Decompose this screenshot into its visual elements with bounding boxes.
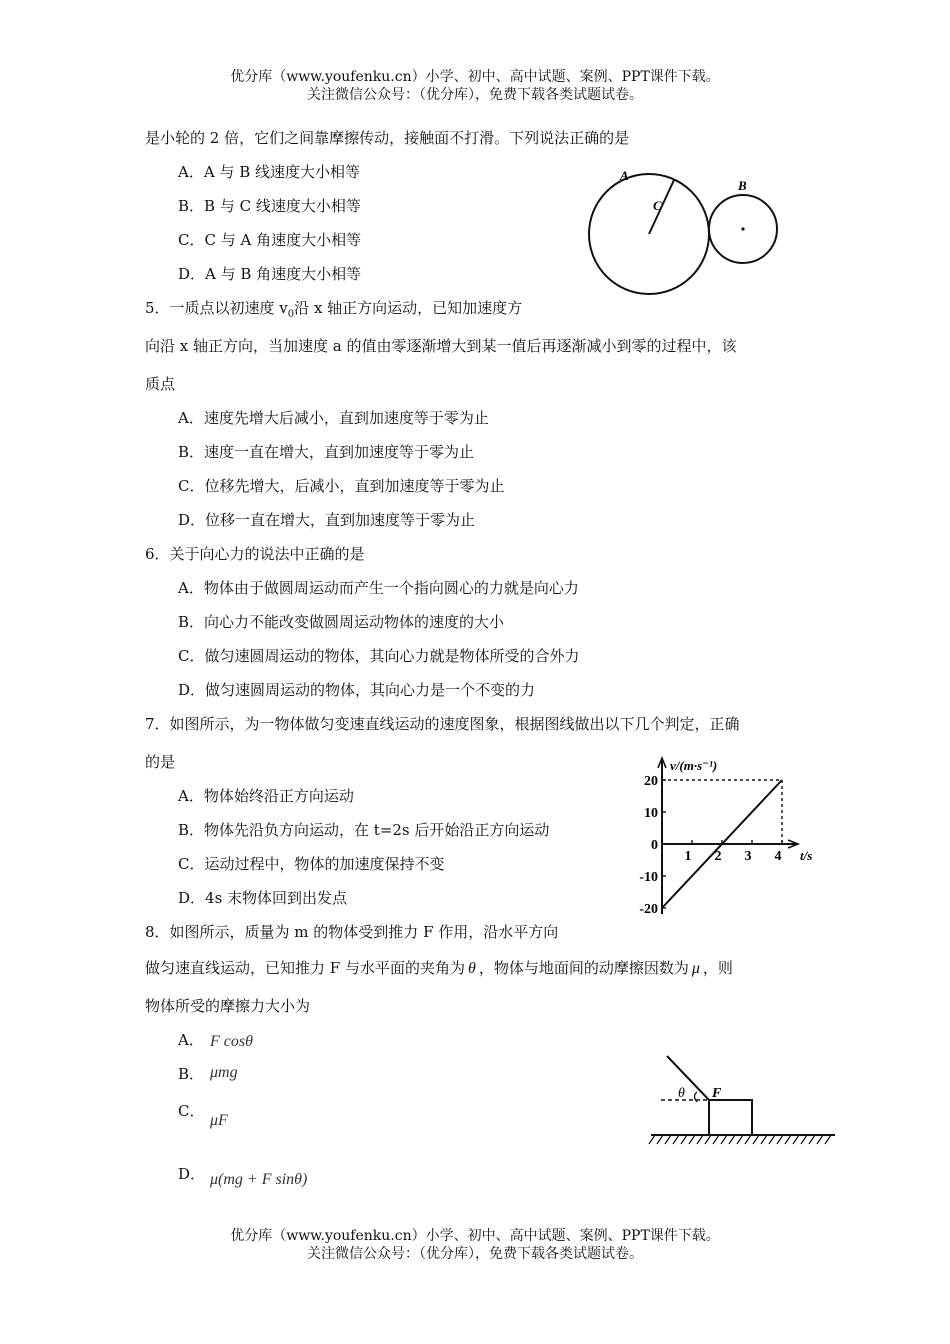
block xyxy=(709,1100,752,1135)
q8-stem-line-3: 物体所受的摩擦力大小为 xyxy=(145,997,311,1015)
force-label: F xyxy=(712,1086,722,1101)
footer-line-1: 优分库（www.youfenku.cn）小学、初中、高中试题、案例、PPT课件下载。 xyxy=(230,1228,720,1244)
x-tick-label: 3 xyxy=(744,849,752,864)
q4-option-d: D．A 与 B 角速度大小相等 xyxy=(178,265,362,283)
theta-symbol: θ xyxy=(467,960,476,977)
y-tick-label: -20 xyxy=(639,902,658,917)
x-tick-label: 1 xyxy=(684,849,692,864)
label-c: C xyxy=(653,198,662,213)
label-b: B xyxy=(738,178,747,193)
q7-option-b: B．物体先沿负方向运动，在 t=2s 后开始沿正方向运动 xyxy=(178,821,550,839)
q5-option-b: B．速度一直在增大，直到加速度等于零为止 xyxy=(178,443,475,461)
q5-stem-line-2: 向沿 x 轴正方向，当加速度 a 的值由零逐渐增大到某一值后再逐渐减小到零的过程中，该 xyxy=(145,337,737,355)
q8-stem-part-c: ，则 xyxy=(702,959,733,977)
q5-stem-pre: 5．一质点以初速度 v xyxy=(145,299,288,317)
mu-symbol: μ xyxy=(691,960,700,977)
q7-stem-line-2: 的是 xyxy=(145,753,176,771)
x-tick-label: 4 xyxy=(774,849,782,864)
q8-push-figure xyxy=(645,1048,845,1148)
y-tick-label: 10 xyxy=(644,806,658,821)
q8-option-d-expr: μ(mg + F sinθ) xyxy=(210,1171,308,1188)
q8-stem-part-a: 做匀速直线运动，已知推力 F 与水平面的夹角为 xyxy=(145,959,465,977)
q8-option-a-letter: A． xyxy=(178,1031,204,1049)
header-line-1: 优分库（www.youfenku.cn）小学、初中、高中试题、案例、PPT课件下载。 xyxy=(230,69,720,85)
q8-option-d-letter: D． xyxy=(178,1165,206,1183)
footer-line-2: 关注微信公众号：（优分库），免费下载各类试题试卷。 xyxy=(307,1246,643,1262)
q4-option-c: C．C 与 A 角速度大小相等 xyxy=(178,231,362,249)
y-axis-label: v/(m·s⁻¹) xyxy=(670,758,718,773)
q6-option-a: A．物体由于做圆周运动而产生一个指向圆心的力就是向心力 xyxy=(178,579,579,597)
q5-stem-sub: 0 xyxy=(287,309,295,320)
q8-option-c-letter: C． xyxy=(178,1102,205,1120)
velocity-time-chart xyxy=(620,752,835,922)
q5-option-d: D．位移一直在增大，直到加速度等于零为止 xyxy=(178,511,476,529)
q6-option-d: D．做匀速圆周运动的物体，其向心力是一个不变的力 xyxy=(178,681,536,699)
q8-option-b-letter: B． xyxy=(178,1065,205,1083)
header-line-2: 关注微信公众号：（优分库），免费下载各类试题试卷。 xyxy=(307,87,643,103)
q8-stem-line-2 xyxy=(145,958,733,979)
q5-stem-post: 沿 x 轴正方向运动，已知加速度方 xyxy=(294,299,523,317)
q5-stem-line-1 xyxy=(145,298,522,325)
ground-hatching xyxy=(649,1135,831,1144)
push-force-line xyxy=(667,1056,709,1100)
q6-option-c: C．做匀速圆周运动的物体，其向心力就是物体所受的合外力 xyxy=(178,647,580,665)
q4-option-b: B．B 与 C 线速度大小相等 xyxy=(178,197,361,215)
q8-option-b-expr: μmg xyxy=(210,1064,238,1081)
q8-option-c-expr: μF xyxy=(210,1112,228,1129)
q7-stem-line-1: 7．如图所示，为一物体做匀变速直线运动的速度图象，根据图线做出以下几个判定，正确 xyxy=(145,715,740,733)
q5-option-c: C．位移先增大，后减小，直到加速度等于零为止 xyxy=(178,477,505,495)
q8-option-a-expr: F cosθ xyxy=(210,1033,253,1050)
q7-option-d: D．4s 末物体回到出发点 xyxy=(178,889,348,907)
theta-label: θ xyxy=(678,1086,685,1101)
q4-option-a: A．A 与 B 线速度大小相等 xyxy=(178,163,360,181)
y-tick-label: 20 xyxy=(644,774,658,789)
x-axis-label: t/s xyxy=(800,848,813,863)
q6-stem: 6．关于向心力的说法中正确的是 xyxy=(145,545,365,563)
q5-stem-line-3: 质点 xyxy=(145,375,176,393)
q6-option-b: B．向心力不能改变做圆周运动物体的速度的大小 xyxy=(178,613,505,631)
q4-stem: 是小轮的 2 倍，它们之间靠摩擦传动，接触面不打滑。下列说法正确的是 xyxy=(145,129,630,147)
q7-option-a: A．物体始终沿正方向运动 xyxy=(178,787,354,805)
small-wheel-center xyxy=(741,227,744,230)
q4-wheels-figure xyxy=(590,168,790,302)
y-tick-label: 0 xyxy=(651,838,658,853)
angle-arc xyxy=(695,1092,698,1102)
q8-stem-part-b: ，物体与地面间的动摩擦因数为 xyxy=(478,959,689,977)
q5-option-a: A．速度先增大后减小，直到加速度等于零为止 xyxy=(178,409,489,427)
y-tick-label: -10 xyxy=(639,870,658,885)
x-tick-label: 2 xyxy=(714,849,722,864)
label-a: A xyxy=(620,168,629,183)
q7-option-c: C．运动过程中，物体的加速度保持不变 xyxy=(178,855,445,873)
q8-stem-line-1: 8．如图所示，质量为 m 的物体受到推力 F 作用，沿水平方向 xyxy=(145,923,559,941)
